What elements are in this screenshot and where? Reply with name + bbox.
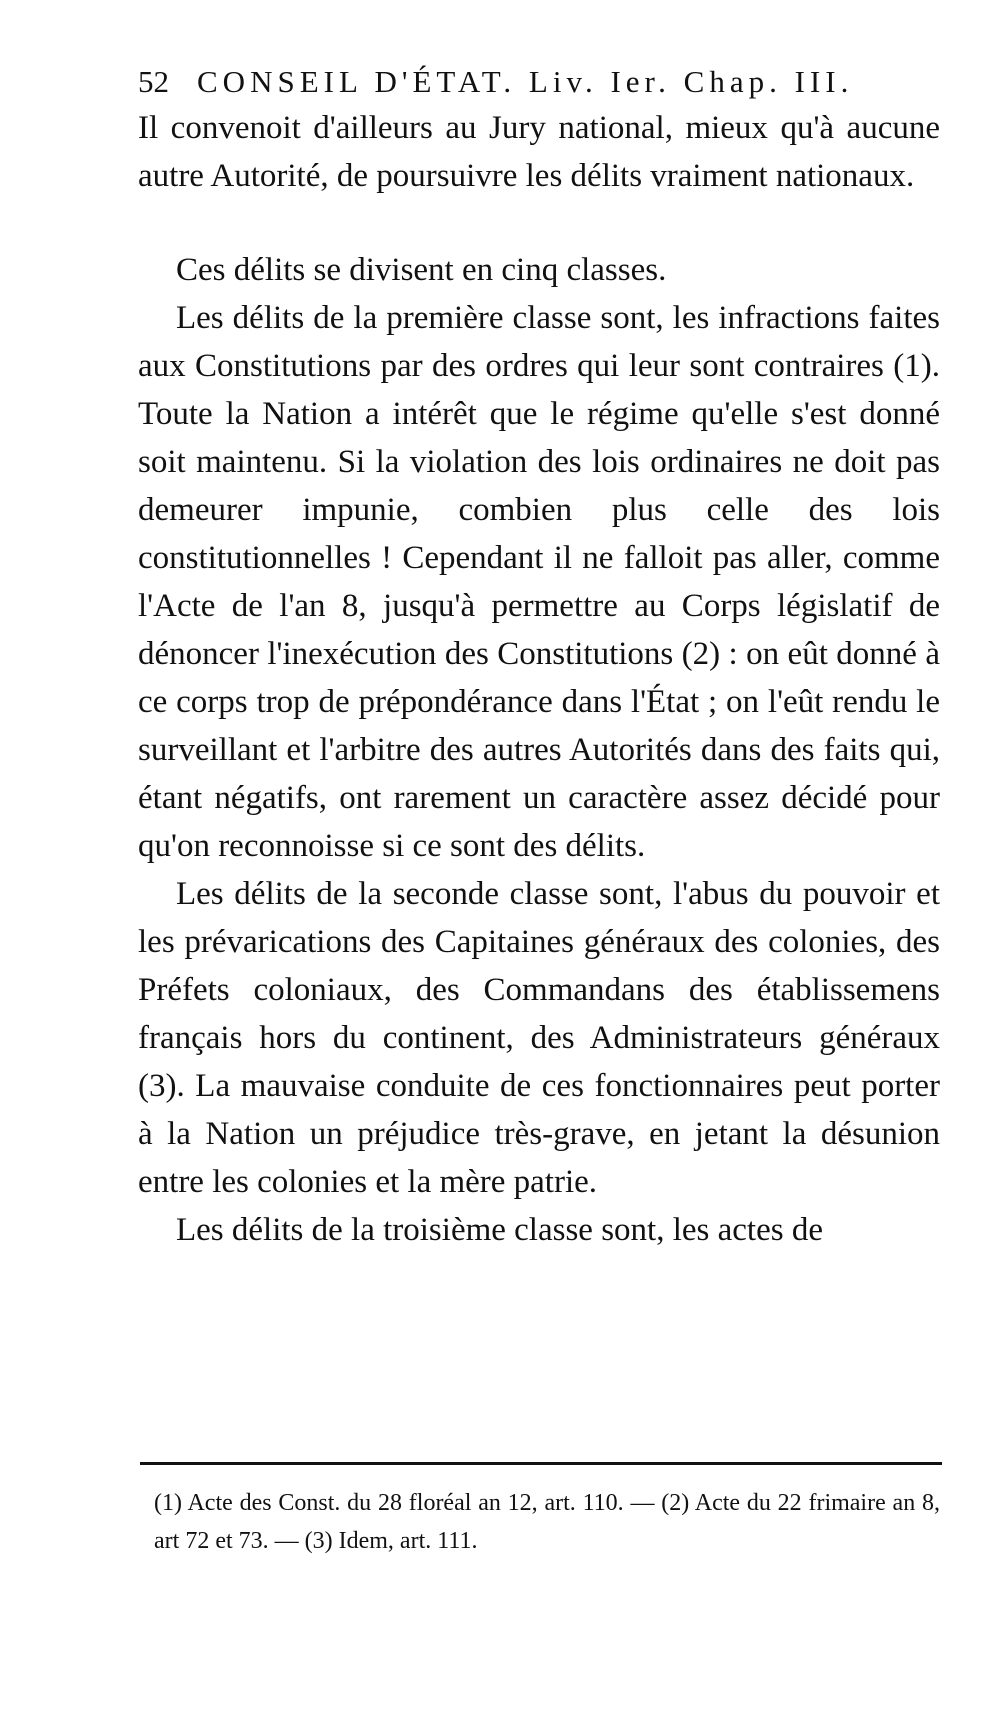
paragraph-second-class: Les délits de la seconde classe sont, l'abus du pouvoir et les prévarications des Capitaines généraux des colonies, des Préfets coloniaux, des Commandans des établissemens français hors du continent, des Administrateurs généraux (3). La mauvaise conduite de ces fonctionnaires peut porter à la Nation un préjudice très-grave, en jetant la désunion entre les colonies et la mère patrie. bbox=[138, 876, 940, 1200]
page-number: 52 bbox=[138, 64, 169, 99]
running-header bbox=[138, 62, 878, 102]
paragraph-first-class: Les délits de la première classe sont, les infractions faites aux Constitutions par des ordres qui leur sont contraires (1). Toute la Nation a intérêt que le régime qu'elle s'est donné soit maintenu. Si la violation des lois ordinaires ne doit pas demeurer impunie, combien plus celle des lois constitutionnelles ! Cependant il ne falloit pas aller, comme l'Acte de l'an 8, jusqu'à permettre au Corps législatif de dénoncer l'inexécution des Constitutions (2) : on eût donné à ce corps trop de prépondérance dans l'État ; on l'eût rendu le surveillant et l'arbitre des autres Autorités dans des faits qui, étant négatifs, ont rarement un caractère assez décidé pour qu'on reconnoisse si ce sont des délits. bbox=[138, 300, 940, 864]
footnote-divider bbox=[140, 1462, 942, 1465]
paragraph-third-class: Les délits de la troisième classe sont, les actes de bbox=[176, 1212, 823, 1248]
paragraph-continuation: Il convenoit d'ailleurs au Jury national, mieux qu'à aucune autre Autorité, de poursuivre les délits vraiment nationaux. bbox=[138, 110, 940, 194]
running-title: CONSEIL D'ÉTAT. Liv. Ier. Chap. III. bbox=[197, 64, 854, 99]
footnote-text: (1) Acte des Const. du 28 floréal an 12, art. 110. — (2) Acte du 22 frimaire an 8, art 72 et 73. — (3) Idem, art. 111. bbox=[154, 1490, 940, 1554]
paragraph-classes-intro: Ces délits se divisent en cinq classes. bbox=[176, 252, 667, 288]
footnotes bbox=[154, 1484, 940, 1560]
main-text bbox=[138, 104, 940, 1254]
